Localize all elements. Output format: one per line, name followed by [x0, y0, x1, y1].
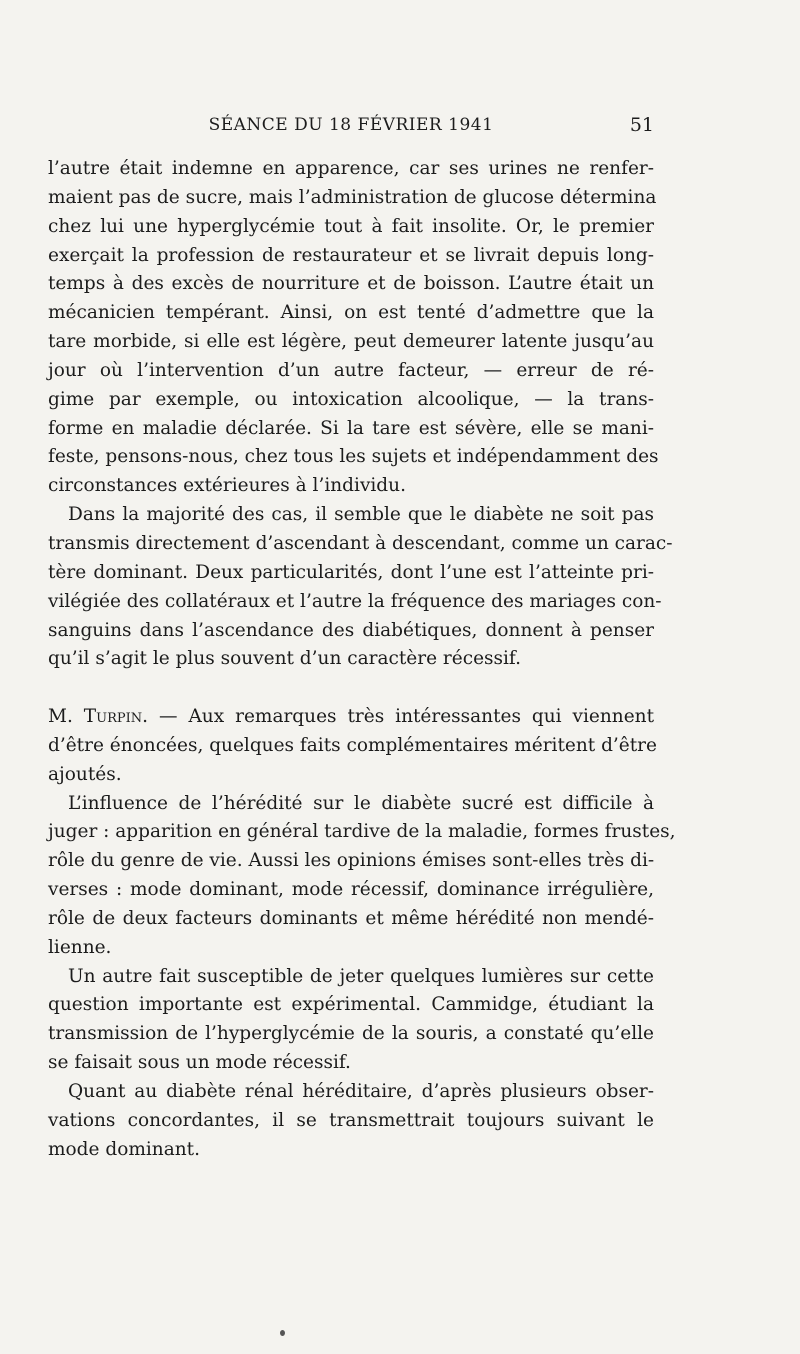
text-line: Dans la majorité des cas, il semble que le diabète ne soit pas [68, 504, 654, 526]
running-header [48, 110, 654, 140]
paragraph-majority [48, 501, 673, 674]
text-line: ajoutés. [48, 763, 122, 785]
paragraph-renal [48, 1078, 654, 1165]
text-line: sanguins dans l’ascendance des diabétiques, donnent à penser [48, 619, 654, 641]
text-line: chez lui une hyperglycémie tout à fait insolite. Or, le premier [48, 215, 654, 237]
section-gap [48, 674, 654, 703]
paragraph-experimental [48, 963, 654, 1078]
speaker-name: M. Turpin. — [48, 706, 178, 728]
text-line: mode dominant. [48, 1138, 200, 1160]
text-line: tère dominant. Deux particularités, dont l’une est l’atteinte pri- [48, 561, 654, 583]
page-body [48, 155, 676, 1165]
text-line: transmission de l’hyperglycémie de la souris, a constaté qu’elle [48, 1023, 654, 1045]
text-line: jour où l’intervention d’un autre facteur, — erreur de ré- [48, 359, 654, 381]
text-line: Un autre fait susceptible de jeter quelques lumières sur cette [68, 965, 654, 987]
text-line: mécanicien tempérant. Ainsi, on est tenté d’admettre que la [48, 302, 654, 324]
text-line: L’influence de l’hérédité sur le diabète sucré est difficile à [68, 792, 654, 814]
text-line: se faisait sous un mode récessif. [48, 1052, 351, 1074]
text-line: transmis directement d’ascendant à descendant, comme un carac- [48, 532, 673, 554]
text-line: vations concordantes, il se transmettrait toujours suivant le [48, 1109, 654, 1131]
text-line: feste, pensons-nous, chez tous les sujets et indépendamment des [48, 446, 659, 468]
text-line: rôle du genre de vie. Aussi les opinions émises sont-elles très di- [48, 850, 655, 872]
running-head: SÉANCE DU 18 FÉVRIER 1941 [208, 115, 494, 135]
paragraph-turpin [48, 703, 657, 790]
text-line: verses : mode dominant, mode récessif, dominance irrégulière, [48, 879, 654, 901]
text-line: lienne. [48, 936, 112, 958]
text-line: tare morbide, si elle est légère, peut demeurer latente jusqu’au [48, 331, 654, 353]
ink-speck [280, 1330, 285, 1336]
text-line: vilégiée des collatéraux et l’autre la fréquence des mariages con- [48, 590, 662, 612]
text-line: forme en maladie déclarée. Si la tare est sévère, elle se mani- [48, 417, 654, 439]
text-line: question importante est expérimental. Cammidge, étudiant la [48, 994, 654, 1016]
text-line: gime par exemple, ou intoxication alcoolique, — la trans- [48, 388, 654, 410]
paragraph-influence [48, 790, 676, 963]
paragraph-continued [48, 155, 659, 501]
text-line: rôle de deux facteurs dominants et même hérédité non mendé- [48, 907, 654, 929]
text-line: l’autre était indemne en apparence, car ses urines ne renfer- [48, 158, 654, 179]
page-number: 51 [629, 114, 654, 136]
text-line: temps à des excès de nourriture et de boisson. L’autre était un [48, 273, 654, 295]
text-line-rest: Aux remarques très intéressantes qui viennent [188, 706, 654, 728]
text-line [48, 703, 654, 732]
text-line: circonstances extérieures à l’individu. [48, 475, 406, 497]
text-line: Quant au diabète rénal héréditaire, d’après plusieurs obser- [68, 1081, 654, 1102]
text-line: qu’il s’agit le plus souvent d’un caractère récessif. [48, 648, 521, 670]
text-line: d’être énoncées, quelques faits complémentaires méritent d’être [48, 734, 657, 756]
text-line: juger : apparition en général tardive de la maladie, formes frustes, [48, 821, 676, 843]
text-line: exerçait la profession de restaurateur et se livrait depuis long- [48, 244, 654, 266]
text-line: maient pas de sucre, mais l’administration de glucose détermina [48, 186, 657, 208]
